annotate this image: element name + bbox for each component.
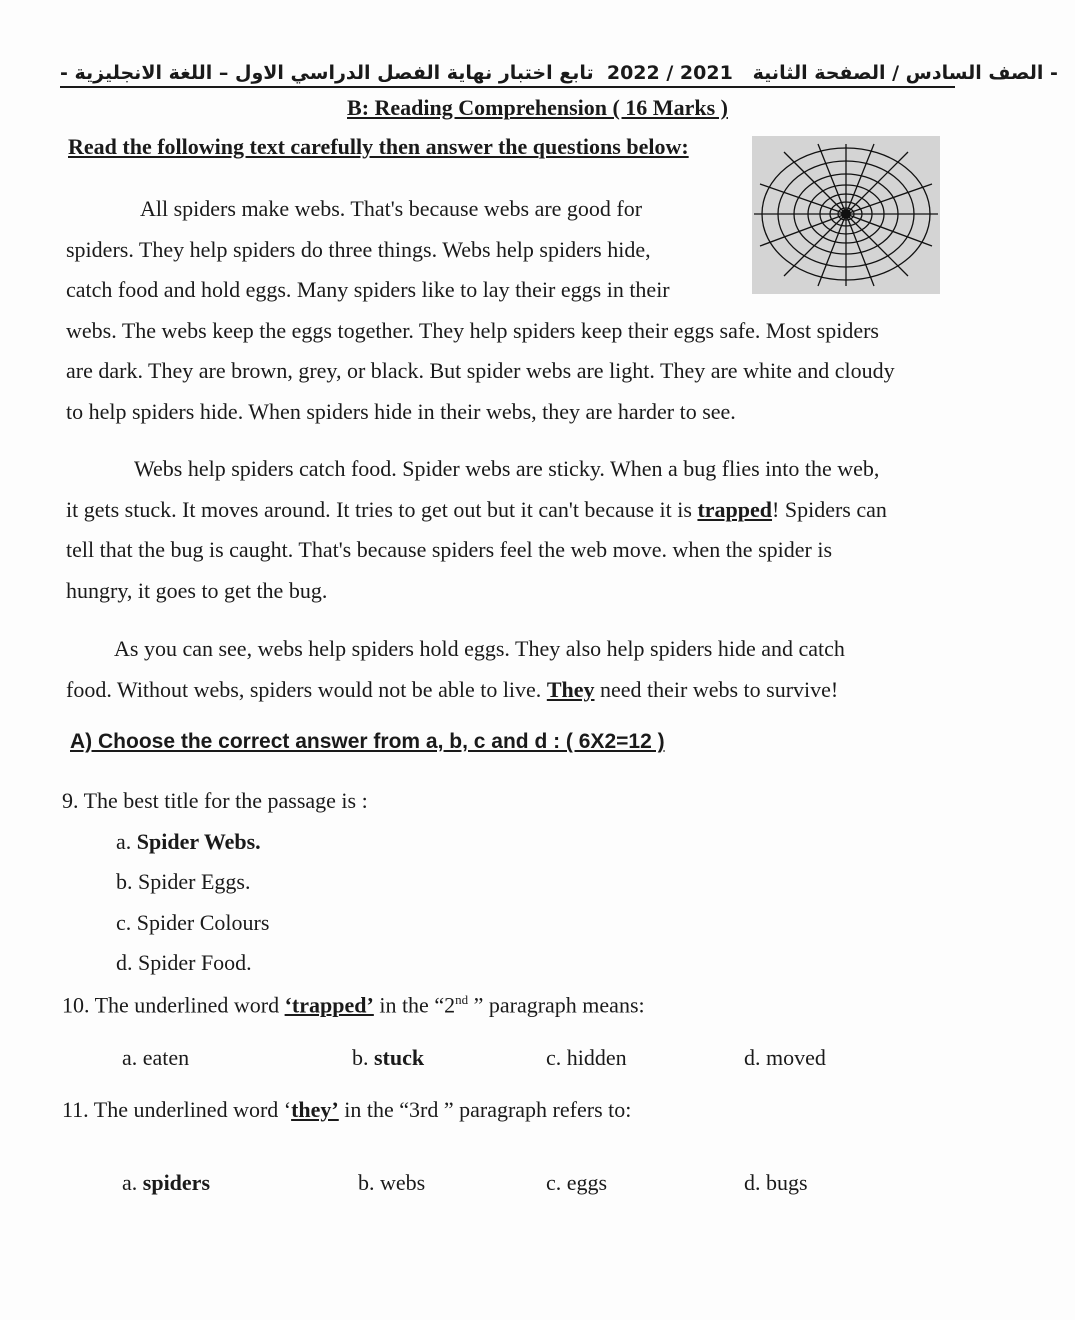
q10-option-d[interactable]: d. moved [744,1045,826,1070]
q10-option-c[interactable]: c. hidden [546,1045,627,1070]
passage-line: All spiders make webs. That's because webs are good for [140,196,643,221]
q9-option-d[interactable]: d. Spider Food. [116,950,252,975]
header-arabic-left: تابع اختبار نهاية الفصل الدراسي الاول – اللغة الانجليزية - [60,62,594,84]
q11-option-d[interactable]: d. bugs [744,1170,808,1195]
passage-paragraph-2 [66,449,887,611]
passage-line: are dark. They are brown, grey, or black. But spider webs are light. They are white and cloudy [66,358,895,383]
section-title: B: Reading Comprehension ( 16 Marks ) [347,95,728,120]
trapped-word: trapped [697,496,773,522]
passage-line: catch food and hold eggs. Many spiders like to lay their eggs in their [66,277,670,302]
q11-option-c[interactable]: c. eggs [546,1170,608,1195]
q9-option-a[interactable]: a. Spider Webs. [116,829,261,854]
passage-line: hungry, it goes to get the bug. [66,577,328,603]
passage-line: As you can see, webs help spiders hold eggs. They also help spiders hide and catch [114,636,845,661]
passage-paragraph-1 [66,189,895,432]
they-word: They [546,676,595,702]
passage-line: webs. The webs keep the eggs together. They help spiders keep their eggs safe. Most spiders [66,317,879,343]
q9-option-b[interactable]: b. Spider Eggs. [116,869,251,894]
q10-option-b[interactable]: b. stuck [352,1045,425,1070]
q9-option-c[interactable]: c. Spider Colours [116,910,270,935]
passage-line: it gets stuck. It moves around. It tries to get out but it can't because it is trapped! Spiders can [66,496,887,522]
instruction: Read the following text carefully then answer the questions below: [68,134,689,159]
passage-line: tell that the bug is caught. That's because spiders feel the web move. when the spider is [66,537,833,562]
question-9: 9. The best title for the passage is : [62,788,368,813]
question-11: 11. The underlined word ‘they’ in the “3rd ” paragraph refers to: [62,1097,632,1122]
q11-option-b[interactable]: b. webs [358,1170,426,1195]
passage-line: to help spiders hide. When spiders hide in their webs, they are harder to see. [66,398,736,424]
passage-paragraph-3 [66,629,845,710]
exam-header [60,52,1058,88]
passage-line: Webs help spiders catch food. Spider webs are sticky. When a bug flies into the web, [134,456,880,481]
passage-line: spiders. They help spiders do three things. Webs help spiders hide, [66,236,651,262]
q10-option-a[interactable]: a. eaten [122,1045,190,1070]
question-10: 10. The underlined word ‘trapped’ in the “2nd ” paragraph means: [62,992,645,1018]
part-a-title: A) Choose the correct answer from a, b, c and d : ( 6X2=12 ) [70,730,665,753]
passage-line: food. Without webs, spiders would not be able to live. They need their webs to survive! [66,676,839,702]
header-text [60,62,1058,86]
header-arabic-right: - الصف السادس / الصفحة الثانية [752,62,1058,84]
header-year: 2022 / 2021 [606,62,733,84]
q11-option-a[interactable]: a. spiders [122,1170,211,1195]
